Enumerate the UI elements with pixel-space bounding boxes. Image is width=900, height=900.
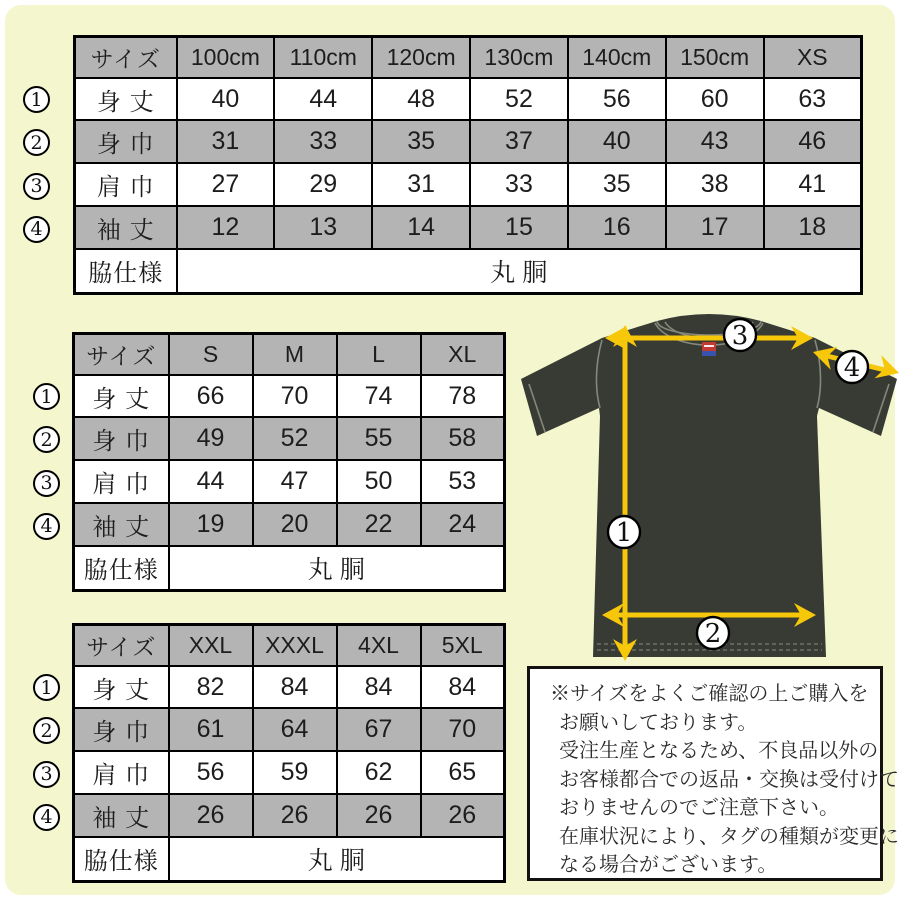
footer-value: 丸 胴 (177, 249, 862, 294)
row-label: 袖 丈 (74, 794, 169, 837)
svg-text:4: 4 (843, 353, 861, 383)
measure-label-4 (836, 351, 868, 383)
size-table (72, 332, 506, 592)
brand-tag (702, 342, 716, 356)
measurement-value: 55 (337, 417, 421, 460)
row-number-circle: 2 (23, 129, 50, 156)
footer-value: 丸 胴 (169, 546, 505, 591)
measurement-value: 62 (337, 751, 421, 794)
header-size-option: 110cm (274, 37, 372, 78)
row-number-circle: 2 (33, 426, 60, 453)
measurement-value: 43 (666, 120, 764, 163)
measurement-value: 37 (470, 120, 568, 163)
measurement-value: 33 (470, 163, 568, 206)
size-table-big (72, 623, 506, 883)
size-table (72, 623, 506, 883)
measurement-value: 84 (421, 666, 505, 709)
row-label: 肩 巾 (75, 163, 177, 206)
header-size-option: M (253, 334, 337, 375)
header-size-option: XS (764, 37, 862, 78)
row-label: 肩 巾 (74, 751, 169, 794)
measurement-value: 20 (253, 503, 337, 546)
measurement-value: 26 (169, 794, 253, 837)
row-number-circle: 2 (33, 717, 60, 744)
header-size-label: サイズ (75, 37, 177, 78)
measurement-value: 29 (274, 163, 372, 206)
measurement-value: 41 (764, 163, 862, 206)
row-number-circle: 4 (33, 513, 60, 540)
header-size-option: 100cm (177, 37, 275, 78)
measurement-value: 15 (470, 206, 568, 249)
row-number-circle: 4 (23, 216, 50, 243)
svg-text:1: 1 (615, 518, 633, 548)
measurement-value: 18 (764, 206, 862, 249)
measurement-value: 27 (177, 163, 275, 206)
measurement-value: 31 (177, 120, 275, 163)
header-size-option: 130cm (470, 37, 568, 78)
measurement-value: 24 (421, 503, 505, 546)
measurement-value: 17 (666, 206, 764, 249)
measurement-value: 26 (421, 794, 505, 837)
note-line: 受注生産となるため、不良品以外の (559, 740, 879, 762)
note-line: おりませんのでご注意下さい。 (559, 797, 839, 819)
row-number-circle: 3 (33, 470, 60, 497)
measurement-value: 61 (169, 708, 253, 751)
measurement-value: 67 (337, 708, 421, 751)
measurement-value: 13 (274, 206, 372, 249)
measurement-value: 44 (169, 460, 253, 503)
measure-label-1 (608, 516, 640, 548)
measurement-value: 47 (253, 460, 337, 503)
measurement-value: 14 (372, 206, 470, 249)
row-indicators-adult (33, 383, 60, 540)
measurement-value: 58 (421, 417, 505, 460)
measurement-value: 40 (568, 120, 666, 163)
measurement-value: 60 (666, 78, 764, 121)
measurement-value: 40 (177, 78, 275, 121)
measurement-value: 52 (470, 78, 568, 121)
measurement-value: 84 (337, 666, 421, 709)
measurement-value: 74 (337, 375, 421, 418)
header-size-option: XXL (169, 625, 253, 666)
measurement-value: 53 (421, 460, 505, 503)
note-line: お願いしております。 (559, 711, 758, 734)
header-size-option: L (337, 334, 421, 375)
row-label: 身 巾 (74, 417, 169, 460)
measurement-value: 22 (337, 503, 421, 546)
note-line: 在庫状況により、タグの種類が変更に (559, 825, 899, 848)
size-table-adult (72, 332, 506, 592)
header-size-option: 5XL (421, 625, 505, 666)
measurement-value: 56 (169, 751, 253, 794)
row-label: 身 丈 (75, 78, 177, 121)
measurement-value: 78 (421, 375, 505, 418)
measurement-value: 65 (421, 751, 505, 794)
svg-text:3: 3 (731, 321, 749, 351)
measurement-value: 35 (568, 163, 666, 206)
note-line: お客様都合での返品・交換は受付けて (559, 768, 899, 791)
measurement-value: 19 (169, 503, 253, 546)
measurement-value: 12 (177, 206, 275, 249)
header-size-label: サイズ (74, 625, 169, 666)
measurement-value: 84 (253, 666, 337, 709)
header-size-option: XL (421, 334, 505, 375)
row-label: 身 丈 (74, 666, 169, 709)
measurement-value: 16 (568, 206, 666, 249)
measurement-value: 26 (253, 794, 337, 837)
row-number-circle: 4 (33, 804, 60, 831)
size-table-kids (73, 35, 863, 295)
header-size-option: S (169, 334, 253, 375)
row-label: 袖 丈 (74, 503, 169, 546)
header-size-option: 140cm (568, 37, 666, 78)
row-number-circle: 1 (33, 383, 60, 410)
tshirt-measurement-diagram (500, 300, 900, 665)
header-size-option: 120cm (372, 37, 470, 78)
measurement-value: 35 (372, 120, 470, 163)
footer-value: 丸 胴 (169, 837, 505, 882)
measurement-value: 38 (666, 163, 764, 206)
measurement-value: 70 (421, 708, 505, 751)
measurement-value: 66 (169, 375, 253, 418)
row-number-circle: 3 (23, 173, 50, 200)
footer-label: 脇仕様 (75, 249, 177, 294)
footer-label: 脇仕様 (74, 546, 169, 591)
measurement-value: 44 (274, 78, 372, 121)
row-number-circle: 1 (33, 674, 60, 701)
row-label: 身 丈 (74, 375, 169, 418)
measure-label-2 (697, 617, 729, 649)
measurement-value: 46 (764, 120, 862, 163)
measurement-value: 70 (253, 375, 337, 418)
note-line: なる場合がございます。 (559, 854, 778, 876)
size-table (73, 35, 863, 295)
measurement-value: 82 (169, 666, 253, 709)
measurement-value: 50 (337, 460, 421, 503)
note-line: ※サイズをよくご確認の上ご購入を (550, 683, 869, 705)
header-size-label: サイズ (74, 334, 169, 375)
measurement-value: 31 (372, 163, 470, 206)
row-label: 袖 丈 (75, 206, 177, 249)
row-number-circle: 1 (23, 86, 50, 113)
measurement-value: 56 (568, 78, 666, 121)
purchase-note-box (527, 666, 899, 881)
svg-text:2: 2 (704, 619, 722, 649)
measurement-value: 52 (253, 417, 337, 460)
measurement-value: 33 (274, 120, 372, 163)
row-label: 肩 巾 (74, 460, 169, 503)
row-indicators-kids (23, 86, 50, 243)
measurement-value: 63 (764, 78, 862, 121)
measurement-value: 59 (253, 751, 337, 794)
header-size-option: 150cm (666, 37, 764, 78)
row-indicators-big (33, 674, 60, 831)
header-size-option: 4XL (337, 625, 421, 666)
measurement-value: 48 (372, 78, 470, 121)
row-number-circle: 3 (33, 761, 60, 788)
row-label: 身 巾 (75, 120, 177, 163)
page-background (5, 5, 899, 895)
header-size-option: XXXL (253, 625, 337, 666)
row-label: 身 巾 (74, 708, 169, 751)
footer-label: 脇仕様 (74, 837, 169, 882)
measurement-value: 64 (253, 708, 337, 751)
measure-label-3 (724, 319, 756, 351)
measurement-value: 49 (169, 417, 253, 460)
measurement-value: 26 (337, 794, 421, 837)
